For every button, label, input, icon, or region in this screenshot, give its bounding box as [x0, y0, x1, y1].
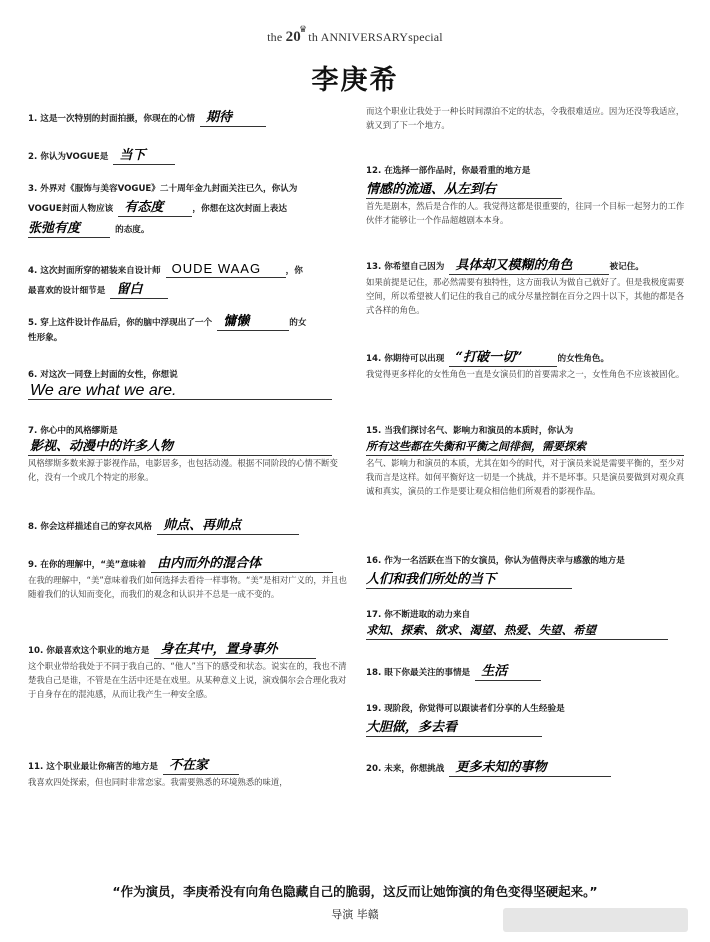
director-quote: “作为演员，李庚希没有向角色隐藏自己的脆弱，这反而让她饰演的角色变得坚硬起来。” [112, 884, 598, 899]
question-6: 6. 对这次一同登上封面的女性，你想说 We are what we are. [28, 368, 350, 400]
question-14: 14. 你期待可以出现 “打破一切” 的女性角色。 我觉得更多样化的女性角色一直是女演员们的首要需求之一，女性角色不应该被固化。 [366, 350, 685, 379]
answer-18: 生活 [475, 663, 541, 681]
header-number: 20 [285, 29, 302, 45]
header-anniversary: ANNIVERSARY [320, 30, 409, 44]
answer-11: 不在家 [163, 757, 239, 775]
crown-icon: ♛ [299, 24, 308, 34]
answer-15: 所有这些都在失衡和平衡之间徘徊，需要探索 [366, 438, 684, 456]
answer-12: 情感的流通、从左到右 [366, 181, 562, 199]
body-9: 在我的理解中，“美”意味着我们如何选择去看待一样事物。“美”是相对广义的，并且也随着我们的认知而变化，而我们的观念和认识并不总是一成不变的。 [28, 575, 347, 599]
answer-14: “打破一切” [449, 349, 557, 367]
body-10: 这个职业带给我处于不同于我自己的、“他人”当下的感受和状态。说实在的，我也不清楚我自己是谁，不管是在生活中还是在戏里。从某种意义上说，演戏偶尔会合理化我对于自身存在的混沌感，从而让我产生一种安全感。 [28, 661, 347, 699]
question-3: 3. 外界对《服饰与美容VOGUE》二十周年金九封面关注已久，你认为 VOGUE封面人物应该 有态度 ，你想在这次封面上表达 张弛有度 的态度。 [28, 184, 298, 236]
body-15: 名气、影响力和演员的本质，尤其在如今的时代，对于演员来说是需要平衡的，至少对我而言是这样。如何平衡好这一切是一个挑战，并不是坏事。只是演员要做到对观众真诚和真实，演员的工作是要让观众相信他们所观看的影视作品。 [366, 458, 685, 496]
header-the: the [267, 30, 283, 44]
quote-credit: 导演 毕赣 [331, 908, 379, 921]
page-title: 李庚希 [311, 65, 399, 96]
answer-5: 慵懒 [217, 313, 289, 331]
body-7: 风格缪斯多数来源于影视作品，电影居多，也包括动漫。根据不同阶段的心情不断变化，没有一个或几个特定的形象。 [28, 458, 338, 482]
question-10: 10. 你最喜欢这个职业的地方是 身在其中，置身事外 这个职业带给我处于不同于我自己的、“他人”当下的感受和状态。说实在的，我也不清楚我自己是谁，不管是在生活中还是在戏里。从某种意义上说，演戏偶尔会合理化我对于自身存在的混沌感，从而让我产生一种安全感。 [28, 638, 350, 701]
question-11: 11. 这个职业最让你痛苦的地方是 不在家 我喜欢四处探索，但也同时非常恋家。我需要熟悉的环境熟悉的味道， [28, 754, 350, 789]
answer-19: 大胆做，多去看 [366, 719, 542, 737]
watermark-overlay [503, 908, 688, 932]
answer-17: 求知、探索、欲求、渴望、热爱、失望、希望 [366, 622, 668, 640]
question-9: 9. 在你的理解中，“美”意味着 由内而外的混合体 在我的理解中，“美”意味着我们如何选择去看待一样事物。“美”是相对广义的，并且也随着我们的认知而变化，而我们的观念和认识并不总是一成不变的。 [28, 552, 350, 601]
continued-text: 而这个职业让我处于一种长时间漂泊不定的状态，令我很难适应。因为还没等我适应，就又到了下一个地方。 [366, 106, 685, 130]
question-2: 2. 你认为VOGUE是 当下 [28, 144, 175, 165]
question-13: 13. 你希望自己因为 具体却又模糊的角色 被记住。 如果前提是记住，那必然需要有独特性，这方面我认为做自己就好了。但是我极度需要空间，所以希望被人们记住的我自己的成分尽量控制在百分之四十以下，其他的都是各式各样的角色。 [366, 258, 685, 315]
question-17: 17. 你不断进取的动力来自 求知、探索、欲求、渴望、热爱、失望、希望 [366, 608, 686, 640]
question-12: 12. 在选择一部作品时，你最看重的地方是 情感的流通、从左到右 首先是剧本，然后是合作的人。我觉得这都是很重要的，往同一个目标一起努力的工作伙伴才能够让一个作品超越剧本本身。 [366, 166, 685, 225]
body-12: 首先是剧本，然后是合作的人。我觉得这都是很重要的，往同一个目标一起努力的工作伙伴才能够让一个作品超越剧本本身。 [366, 201, 685, 225]
header-th: th [308, 30, 319, 44]
body-11: 我喜欢四处探索，但也同时非常恋家。我需要熟悉的环境熟悉的味道， [28, 777, 288, 787]
anniversary-header [0, 24, 710, 46]
answer-20: 更多未知的事物 [449, 759, 611, 777]
answer-7: 影视、动漫中的许多人物 [28, 438, 332, 456]
answer-3b: 张弛有度 [28, 220, 110, 238]
question-8: 8. 你会这样描述自己的穿衣风格 帅点、再帅点 [28, 514, 350, 535]
answer-4a: OUDE WAAG [166, 260, 286, 278]
question-4: 4. 这次封面所穿的裙装来自设计师 OUDE WAAG ，你 最喜欢的设计细节是 留白 [28, 261, 303, 297]
answer-9: 由内而外的混合体 [151, 555, 333, 573]
answer-1: 期待 [200, 109, 266, 127]
question-20: 20. 未来，你想挑战 更多未知的事物 [366, 756, 686, 777]
answer-4b: 留白 [110, 281, 168, 299]
header-special: special [408, 30, 443, 44]
answer-13: 具体却又模糊的角色 [449, 257, 609, 275]
question-15: 15. 当我们探讨名气、影响力和演员的本质时，你认为 所有这些都在失衡和平衡之间徘徊，需要探索 名气、影响力和演员的本质，尤其在如今的时代，对于演员来说是需要平衡的，至少对我而言是这样。如何平衡好这一切是一个挑战，并不是坏事。只是演员要做到对观众真诚和真实，演员的工作是要让观众相信他们所观看的影视作品。 [366, 426, 685, 496]
question-1: 1. 这是一次特别的封面拍摄，你现在的心情 期待 [28, 106, 266, 127]
answer-16: 人们和我们所处的当下 [366, 571, 572, 589]
answer-2: 当下 [113, 147, 175, 165]
body-13: 如果前提是记住，那必然需要有独特性，这方面我认为做自己就好了。但是我极度需要空间，所以希望被人们记住的我自己的成分尽量控制在百分之四十以下，其他的都是各式各样的角色。 [366, 277, 685, 315]
question-18: 18. 眼下你最关注的事情是 生活 [366, 660, 686, 681]
answer-3a: 有态度 [118, 199, 192, 217]
question-7: 7. 你心中的风格缪斯是 影视、动漫中的许多人物 风格缪斯多数来源于影视作品，电影居多，也包括动漫。根据不同阶段的心情不断变化，没有一个或几个特定的形象。 [28, 424, 350, 484]
answer-8: 帅点、再帅点 [157, 517, 299, 535]
question-16: 16. 作为一名活跃在当下的女演员，你认为值得庆幸与感激的地方是 人们和我们所处的当下 [366, 556, 625, 587]
question-5: 5. 穿上这件设计作品后，你的脑中浮现出了一个 慵懒 的女 性形象。 [28, 314, 307, 343]
answer-10: 身在其中，置身事外 [154, 641, 316, 659]
question-19: 19. 现阶段，你觉得可以跟读者们分享的人生经验是 大胆做，多去看 [366, 704, 565, 735]
answer-6: We are what we are. [28, 382, 332, 400]
body-14: 我觉得更多样化的女性角色一直是女演员们的首要需求之一，女性角色不应该被固化。 [366, 369, 685, 379]
